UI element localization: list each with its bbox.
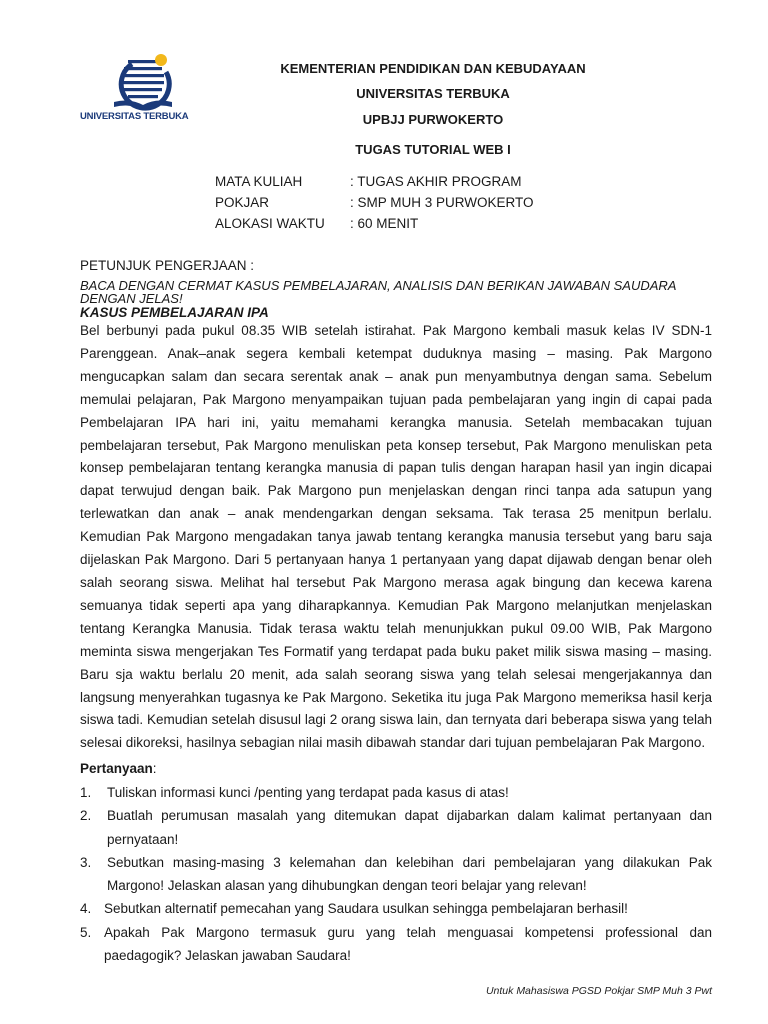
question-text: Sebutkan masing-masing 3 kelemahan dan kelebihan dari pembelajaran yang dilakukan Pak Margono! Jelaskan alasan yang dihubungkan dengan teori belajar yang relevan! bbox=[107, 854, 712, 894]
questions-heading bbox=[80, 761, 157, 776]
questions-heading-label: Pertanyaan bbox=[80, 761, 153, 776]
instructions-heading: PETUNJUK PENGERJAAN : bbox=[80, 258, 255, 273]
questions-heading-colon: : bbox=[152, 761, 157, 776]
course-info-row bbox=[215, 216, 534, 237]
course-label: MATA KULIAH bbox=[215, 174, 303, 189]
question-text: Sebutkan alternatif pemecahan yang Saudara usulkan sehingga pembelajaran berhasil! bbox=[104, 901, 628, 917]
page-footer: Untuk Mahasiswa PGSD Pokjar SMP Muh 3 Pwt bbox=[485, 985, 712, 997]
list-item bbox=[80, 921, 712, 968]
question-number: 2. bbox=[80, 808, 92, 824]
course-info bbox=[215, 174, 534, 237]
list-item bbox=[80, 781, 712, 804]
list-item bbox=[80, 897, 712, 920]
question-number: 1. bbox=[80, 785, 92, 800]
logo-text: UNIVERSITAS TERBUKA bbox=[80, 111, 189, 122]
course-value: : TUGAS AKHIR PROGRAM bbox=[350, 174, 522, 189]
list-item bbox=[80, 851, 712, 898]
case-body: Bel berbunyi pada pukul 08.35 WIB setelah istirahat. Pak Margono kembali masuk kelas IV SDN-1 Parenggean. Anak–anak segera kembali ketempat duduknya masing – masing. Pak Margono mengucapkan salam dan secara serentak anak – anak pun menyambutnya dengan sama. Sebelum memulai pelajaran, Pak Margono menyampaikan tujuan pada pembelajaran yang ingin di capai pada Pembelajaran IPA hari ini, yaitu memahami kerangka manusia. Setelah membacakan tujuan pembelajaran tersebut, Pak Margono menuliskan peta konsep tersebut, Pak Margono menuliskan peta konsep pembelajaran tentang kerangka manusia di papan tulis dengan harapan hasil yan ingin dicapai dapat terwujud dengan baik. Pak Margono pun menjelaskan dengan rinci tanpa ada satupun yang terlewatkan dan anak – anak mendengarkan dengan seksama. Tak terasa 25 menitpun berlalu. Kemudian Pak Margono mengadakan tanya jawab tentang kerangka manusia tersebut yang baru saja dijelaskan Pak Margono. Dari 5 pertanyaan hanya 1 pertanyaan yang dapat dijawab dengan benar oleh salah seorang siswa. Melihat hal tersebut Pak Margono merasa agak bingung dan kecewa karena semuanya tidak seperti apa yang diharapkannya. Kemudian Pak Margono melanjutkan menjelaskan tentang Kerangka Manusia. Tidak terasa waktu telah menunjukkan pukul 09.00 WIB, Pak Margono meminta siswa mengerjakan Tes Formatif yang terdapat pada buku paket milik siswa masing – masing. Baru sja waktu berlalu 20 menit, ada salah seorang siswa yang telah selesai mengerjakannya dan langsung menyerahkan tugasnya ke Pak Margono. Seketika itu juga Pak Margono memeriksa hasil kerja siswa tadi. Kemudian setelah disusul lagi 2 orang siswa lain, dan ternyata dari beberapa siswa yang telah selesai dikoreksi, hasilnya sebagian nilai masih dibawah standar dari tujuan pembelajaran Pak Margono. bbox=[80, 323, 712, 751]
time-allocation-label: ALOKASI WAKTU bbox=[215, 216, 325, 231]
list-item bbox=[80, 804, 712, 851]
question-text: Buatlah perumusan masalah yang ditemukan dapat dijabarkan dalam kalimat pertanyaan dan pernyataan! bbox=[107, 808, 712, 847]
course-info-row bbox=[215, 195, 534, 216]
pokjar-value: : SMP MUH 3 PURWOKERTO bbox=[350, 195, 534, 210]
course-info-row bbox=[215, 174, 534, 195]
university-heading: UNIVERSITAS TERBUKA bbox=[356, 86, 510, 101]
pokjar-label: POKJAR bbox=[215, 195, 270, 210]
question-number: 4. bbox=[80, 901, 92, 917]
upbjj-heading: UPBJJ PURWOKERTO bbox=[362, 112, 504, 127]
ministry-heading: KEMENTERIAN PENDIDIKAN DAN KEBUDAYAAN bbox=[280, 61, 586, 76]
case-title: KASUS PEMBELAJARAN IPA bbox=[80, 305, 269, 320]
question-text: Tuliskan informasi kunci /penting yang terdapat pada kasus di atas! bbox=[107, 785, 509, 800]
instructions-text: BACA DENGAN CERMAT KASUS PEMBELAJARAN, ANALISIS DAN BERIKAN JAWABAN SAUDARA DENGAN JELAS! bbox=[80, 278, 676, 306]
questions-list bbox=[80, 781, 712, 967]
time-allocation-value: : 60 MENIT bbox=[350, 216, 419, 231]
question-number: 3. bbox=[80, 854, 92, 870]
question-number: 5. bbox=[80, 924, 92, 940]
question-text: Apakah Pak Margono termasuk guru yang telah menguasai kompetensi professional dan paedagogik? Jelaskan jawaban Saudara! bbox=[104, 924, 712, 964]
document-title: TUGAS TUTORIAL WEB I bbox=[355, 142, 511, 157]
